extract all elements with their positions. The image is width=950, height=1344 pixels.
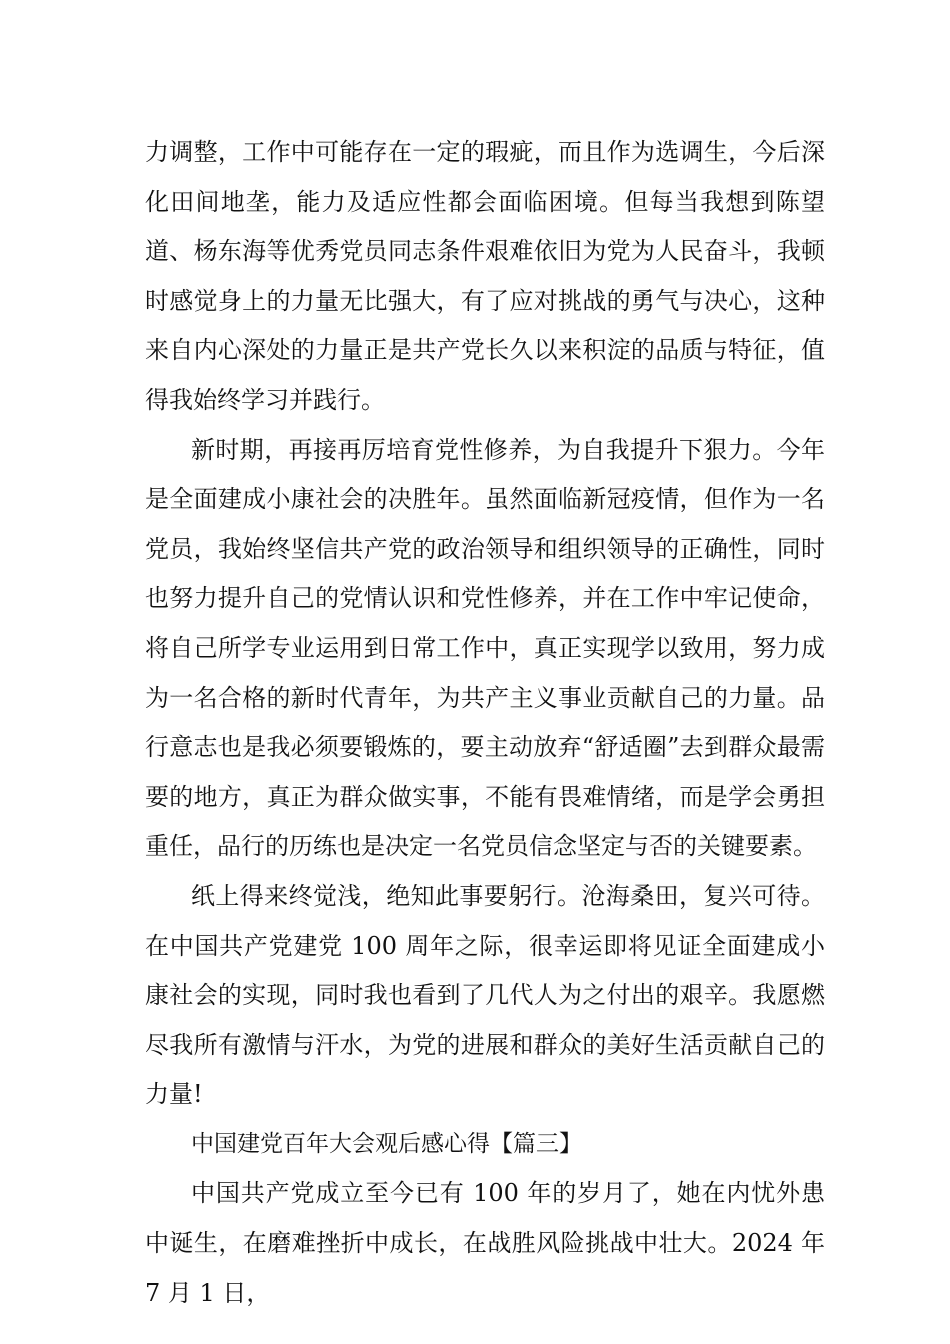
paragraph-continuation: 力调整，工作中可能存在一定的瑕疵，而且作为选调生，今后深化田间地垄，能力及适应性都会面临困境。但每当我想到陈望道、杨东海等优秀党员同志条件艰难依旧为党为人民奋斗，我顿时感觉身上的力量无比强大，有了应对挑战的勇气与决心，这种来自内心深处的力量正是共产党长久以来积淀的品质与特征，值得我始终学习并践行。 — [145, 138, 825, 414]
section-heading: 中国建党百年大会观后感心得【篇三】 — [191, 1130, 582, 1157]
paragraph-practice: 纸上得来终觉浅，绝知此事要躬行。沧海桑田，复兴可待。在中国共产党建党 100 周年之际，很幸运即将见证全面建成小康社会的实现，同时我也看到了几代人为之付出的艰辛。我愿燃尽我所有激情与汗水，为党的进展和群众的美好生活贡献自己的力量! — [145, 881, 825, 1109]
paragraph-new-era: 新时期，再接再厉培育党性修养，为自我提升下狠力。今年是全面建成小康社会的决胜年。虽然面临新冠疫情，但作为一名党员，我始终坚信共产党的政治领导和组织领导的正确性，同时也努力提升自己的党情认识和党性修养，并在工作中牢记使命，将自己所学专业运用到日常工作中，真正实现学以致用，努力成为一名合格的新时代青年，为共产主义事业贡献自己的力量。品行意志也是我必须要锻炼的，要主动放弃“舒适圈”去到群众最需要的地方，真正为群众做实事，不能有畏难情绪，而是学会勇担重任，品行的历练也是决定一名党员信念坚定与否的关键要素。 — [145, 435, 825, 861]
paragraph-section-three-intro: 中国共产党成立至今已有 100 年的岁月了，她在内忧外患中诞生，在磨难挫折中成长，在战胜风险挑战中壮大。2024 年 7 月 1 日， — [145, 1179, 825, 1307]
document-body — [145, 128, 825, 1318]
